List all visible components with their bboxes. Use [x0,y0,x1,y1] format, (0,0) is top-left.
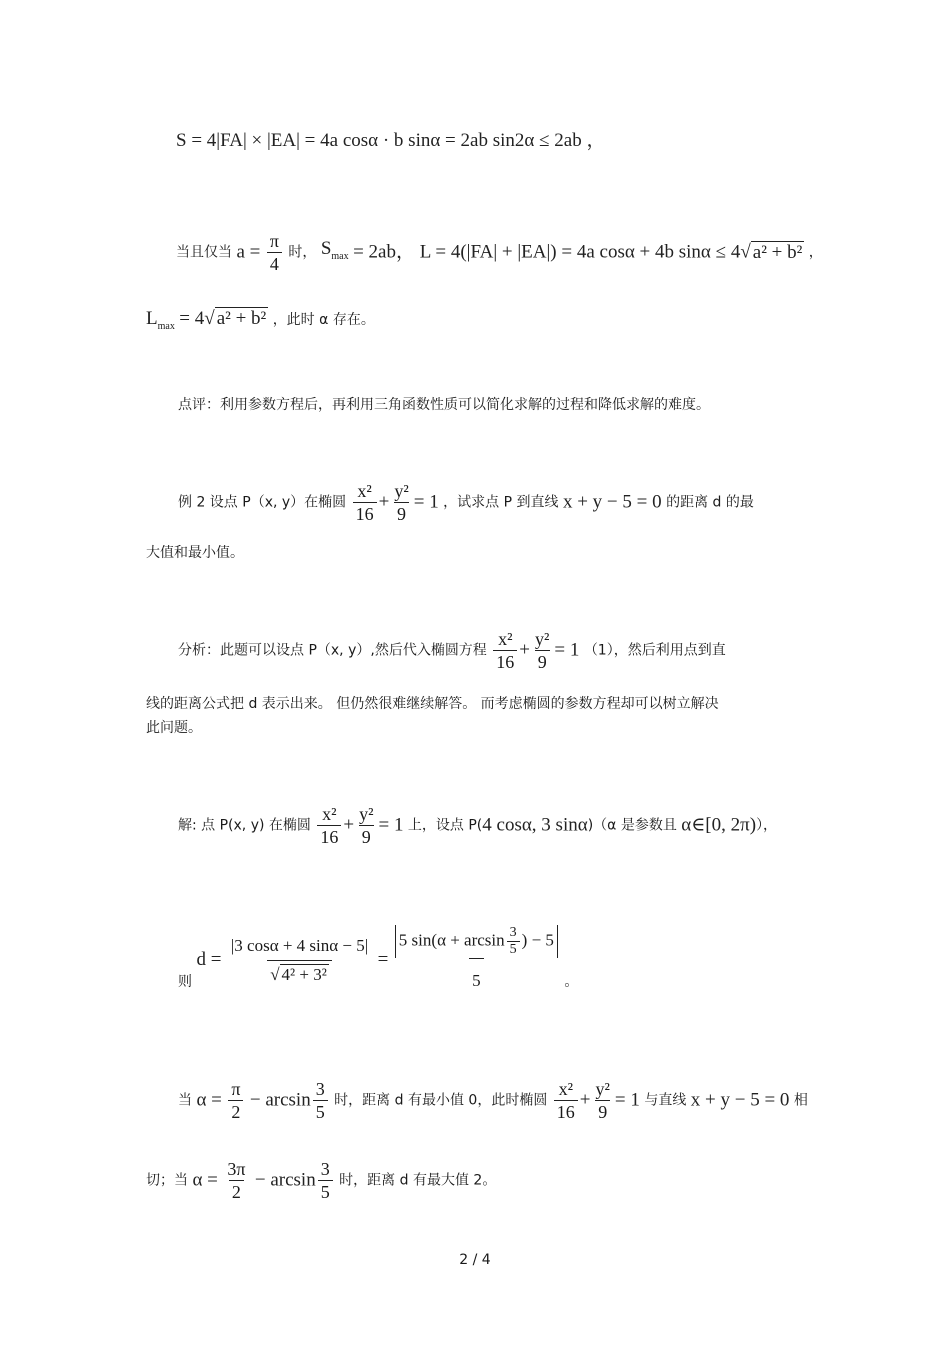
fraction-x2-16 [493,628,517,673]
l: L [146,308,158,329]
den: 16 [317,825,341,848]
text: 线的距离公式把 d 表示出来。 但仍然很难继续解答。 而考虑椭圆的参数方程却可以树立解决 [146,696,719,712]
fraction-y2-9 [593,1078,613,1123]
fraction-pi-2 [228,1078,243,1123]
s: S [320,237,332,259]
fraction-distance-1 [228,932,371,989]
fraction-distance-2 [395,925,558,995]
num: y² [359,804,374,824]
den: 9 [595,1100,610,1123]
plus: + [378,491,390,513]
text: ，此时 α 存在。 [272,312,375,328]
den: 5 [313,1100,328,1123]
num: x² [558,1079,573,1099]
den: 16 [554,1100,578,1123]
text: 时，距离 d 有最小值 0，此时椭圆 [334,1092,548,1109]
sqrt: √ a² + b² [740,241,803,263]
formula-text: S = 4|FA| × |EA| = 4a cosα · b sinα = 2ab sin2α ≤ 2ab ， [176,130,606,151]
num: |3 cosα + 4 sinα − 5| [230,935,369,955]
eq: = 1 [413,491,439,513]
fraction-y2-9 [532,628,552,673]
page-number: 2 / 4 [459,1252,491,1268]
frac-3-5 [507,925,520,958]
num: y² [595,1079,610,1099]
max-value-line [146,1158,496,1203]
num: x² [322,804,337,824]
num: y² [534,629,550,649]
text: 则 [178,974,192,990]
num: 5 sin(α + arcsin $\frac{3}{5}$ ) − 5 [395,925,558,958]
alpha: α = [192,1169,218,1191]
sub: max [157,320,175,332]
den: √ 4² + 3² [267,960,332,989]
fraction-y2-9 [391,480,411,525]
radicand: 4² + 3² [281,964,327,984]
fraction-y2-9 [356,803,376,848]
text: 解: 点 P(x, y) 在椭圆 [178,817,311,834]
text: 与直线 [644,1092,687,1109]
solution-line [178,803,777,848]
den: 2 [228,1100,243,1123]
example-2-line [178,480,754,525]
num: x² [498,629,513,649]
math-a: a = [236,241,261,263]
t: α + arcsin [437,930,505,950]
math-eq: = 4 [179,308,205,329]
text: 点评：利用参数方程后，再利用三角函数性质可以简化求解的过程和降低求解的难度。 [178,397,710,413]
den: 9 [394,502,409,525]
sqrt: √ a² + b² [204,308,267,329]
math-lmax [146,308,175,332]
fraction-x2-16 [554,1078,578,1123]
num: y² [394,481,409,501]
plus: + [343,814,355,836]
text: 切；当 [146,1172,188,1189]
plus: + [579,1089,591,1111]
den: 9 [359,825,374,848]
line-equation: x + y − 5 = 0 [690,1089,790,1111]
t: 5 sin [398,930,432,950]
alpha-range: α∈[0, 2π) [681,814,757,836]
num: 3 [315,1079,325,1099]
text: 上，设点 P( [407,817,483,834]
den: 9 [535,650,550,673]
arcsin: − arcsin [249,1089,311,1111]
formula-area-s [176,132,605,151]
eq: = [377,949,389,970]
radicand: a² + b² [216,308,267,329]
math-l: = 2ab， L = 4(|FA| + |EA|) = 4a cosα + 4b sinα ≤ 4 [353,241,741,263]
plus: + [519,639,530,661]
param: 4 cosα, 3 sinα [482,814,588,836]
min-value-line [178,1078,808,1123]
eq: = 1 [378,814,404,836]
fraction-3-5 [313,1078,328,1123]
text: 时， [288,244,317,261]
arcsin: − arcsin [254,1169,316,1191]
text: （1），然后利用点到直 [583,642,726,659]
den: 5 [469,958,484,995]
num: x² [357,481,372,501]
line-lmax [146,310,375,336]
line-equality-condition [176,230,823,275]
den: 4 [267,252,282,275]
text: ）， [756,817,778,834]
eq: = 1 [614,1089,640,1111]
alpha: α = [196,1089,222,1111]
distance-formula [178,925,578,995]
text: ，试求点 P 到直线 [443,494,559,511]
d: d = [196,949,222,970]
fraction-pi-4 [267,230,282,275]
radicand: a² + b² [752,241,803,263]
d: 5 [507,941,520,958]
num: π [231,1079,241,1099]
fraction-x2-16 [317,803,341,848]
sub: max [331,250,349,262]
text: 例 2 设点 P（x, y）在椭圆 [178,494,347,511]
line-equation: x + y − 5 = 0 [562,491,662,513]
text: 当且仅当 [176,244,232,261]
analysis-cont-2 [146,719,202,737]
num: 3π [227,1159,246,1179]
analysis-cont [146,695,719,713]
num: 3 [320,1159,330,1179]
comment-line [178,396,710,414]
text: 分析：此题可以设点 P（x, y）,然后代入椭圆方程 [178,642,487,659]
fraction-3-5 [318,1158,333,1203]
den: 2 [229,1180,244,1203]
den: 16 [493,650,517,673]
text: 大值和最小值。 [146,545,244,561]
fraction-3pi-2 [224,1158,248,1203]
text: 当 [178,1092,192,1109]
text: 。 [564,974,579,990]
t: − 5 [531,930,554,950]
text: 时，距离 d 有最大值 2。 [339,1172,497,1189]
math-smax [320,237,349,262]
den: 16 [353,502,377,525]
text: ， [808,244,823,261]
num: π [269,231,279,251]
text: 此问题。 [146,720,202,736]
n: 3 [509,925,517,940]
eq: = 1 [554,639,580,661]
text: 的距离 d 的最 [666,494,754,511]
text: )（α 是参数且 [587,817,677,834]
example-2-cont [146,544,244,562]
fraction-x2-16 [353,480,377,525]
analysis-line [178,628,726,673]
text: 相 [793,1092,808,1109]
den: 5 [318,1180,333,1203]
